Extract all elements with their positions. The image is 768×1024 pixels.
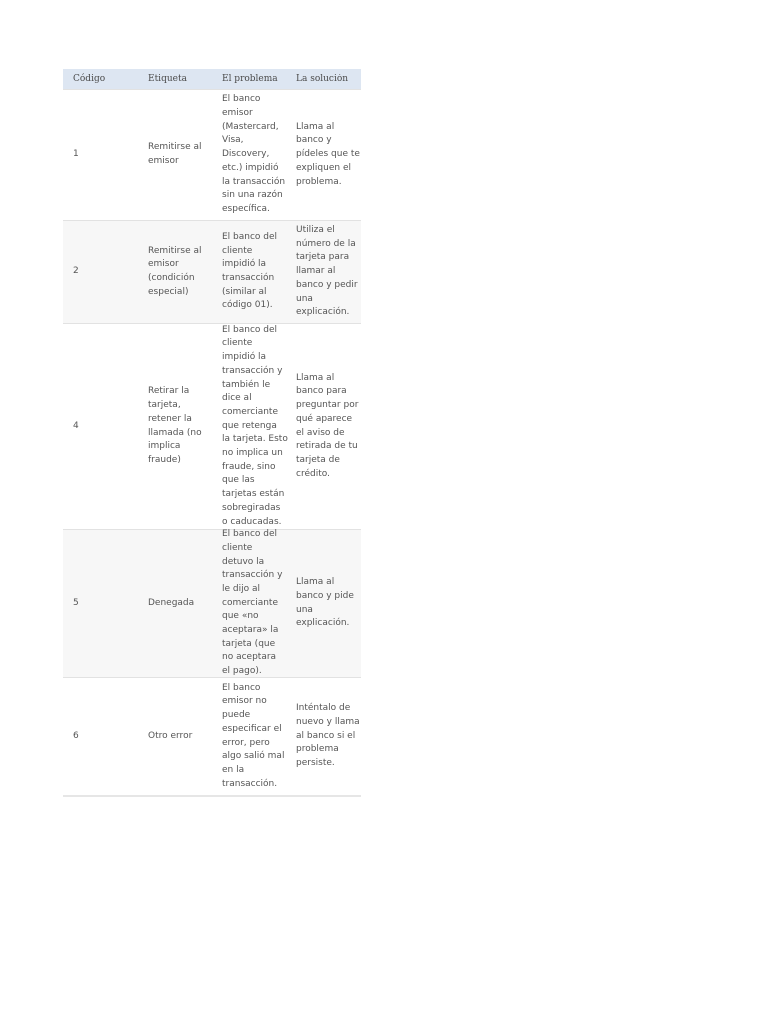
cell-problema-line: algo salió mal (222, 751, 285, 762)
cell-problema-line: El banco del (222, 231, 278, 242)
cell-problema-line: tarjeta (que (222, 638, 276, 649)
cell-etiqueta-line: Otro error (148, 730, 193, 741)
cell-etiqueta (138, 597, 212, 611)
cell-problema-line: emisor no (222, 696, 267, 707)
cell-problema-line: fraude, sino (222, 461, 276, 472)
cell-solucion (286, 702, 361, 771)
cell-problema-line: transacción y (222, 570, 283, 581)
header-etiqueta: Etiqueta (148, 74, 187, 84)
table-row (63, 220, 361, 323)
cell-etiqueta (138, 730, 212, 744)
cell-problema-line: (Mastercard, (222, 121, 279, 132)
cell-problema-line: El banco del (222, 324, 278, 335)
cell-solucion-line: Llama al (296, 577, 335, 588)
cell-problema-line: no aceptara (222, 652, 277, 663)
cell-problema-line: cliente (222, 245, 253, 256)
cell-problema (212, 231, 286, 313)
cell-codigo: 4 (73, 420, 79, 431)
header-codigo: Código (73, 74, 106, 84)
cell-solucion-line: banco y pide (296, 590, 354, 601)
cell-solucion (286, 121, 361, 190)
cell-problema-line: que «no (222, 611, 259, 622)
cell-solucion-line: Llama al (296, 121, 335, 132)
cell-etiqueta-line: retener la (148, 413, 192, 424)
table-body (63, 89, 361, 795)
cell-problema-line: código 01). (222, 300, 273, 311)
cell-etiqueta-line: llamada (no (148, 427, 202, 438)
table-header (63, 69, 361, 89)
cell-problema-line: comerciante (222, 597, 278, 608)
cell-problema-line: El banco (222, 682, 261, 693)
cell-problema-line: o caducadas. (222, 516, 282, 527)
cell-problema-line: emisor (222, 108, 253, 119)
cell-problema-line: Discovery, (222, 149, 270, 160)
cell-codigo: 6 (73, 730, 79, 741)
table-row (63, 677, 361, 795)
cell-problema-line: etc.) impidió (222, 162, 279, 173)
cell-problema-line: sin una razón (222, 190, 283, 201)
cell-problema (212, 324, 286, 530)
cell-problema-line: cliente (222, 542, 253, 553)
cell-problema (212, 93, 286, 216)
cell-problema-line: El banco del (222, 529, 278, 540)
cell-etiqueta-line: Retirar la (148, 386, 190, 397)
cell-solucion (286, 224, 361, 320)
table-row (63, 89, 361, 220)
cell-solucion-line: banco para (296, 386, 347, 397)
cell-etiqueta-line: tarjeta, (148, 400, 181, 411)
cell-problema-line: específica. (222, 203, 270, 214)
cell-problema-line: puede (222, 710, 251, 721)
cell-solucion-line: número de la (296, 238, 356, 249)
cell-problema-line: dice al (222, 393, 252, 404)
cell-solucion-line: banco y (296, 135, 332, 146)
cell-problema (212, 528, 286, 679)
cell-solucion-line: al banco si el (296, 730, 356, 741)
cell-problema-line: comerciante (222, 406, 278, 417)
cell-etiqueta-line: fraude) (148, 454, 181, 465)
table-row (63, 323, 361, 529)
cell-solucion (286, 576, 361, 631)
cell-solucion-line: preguntar por (296, 400, 359, 411)
cell-problema-line: la transacción (222, 176, 286, 187)
cell-etiqueta-line: (condición (148, 273, 195, 283)
cell-problema-line: transacción y (222, 365, 283, 376)
cell-problema-line: no implica un (222, 448, 283, 459)
cell-solucion-line: tarjeta para (296, 252, 350, 263)
cell-solucion-line: nuevo y llama (296, 716, 360, 727)
cell-solucion-line: problema. (296, 176, 342, 187)
cell-solucion-line: expliquen el (296, 162, 351, 173)
cell-solucion-line: problema (296, 744, 339, 755)
cell-problema-line: El banco (222, 94, 261, 105)
cell-etiqueta (138, 245, 212, 300)
cell-etiqueta (138, 385, 212, 467)
cell-etiqueta-line: Remitirse al (148, 142, 202, 153)
error-codes-table (63, 69, 361, 797)
cell-problema-line: tarjetas están (222, 489, 285, 500)
cell-solucion-line: tarjeta de (296, 454, 340, 465)
cell-solucion (286, 372, 361, 482)
cell-problema-line: especificar el (222, 723, 282, 734)
cell-solucion-line: pídeles que te (296, 149, 360, 160)
cell-etiqueta-line: implica (148, 441, 181, 452)
cell-solucion-line: Utiliza el (296, 225, 335, 236)
header-solucion: La solución (296, 74, 349, 84)
cell-problema-line: en la (222, 764, 245, 775)
cell-etiqueta (138, 141, 212, 168)
cell-problema-line: impidió la (222, 352, 267, 363)
cell-problema-line: que retenga (222, 420, 277, 431)
cell-etiqueta-line: Remitirse al (148, 245, 202, 256)
cell-codigo: 2 (73, 266, 79, 277)
cell-problema-line: (similar al (222, 286, 267, 297)
cell-problema-line: transacción (222, 273, 275, 283)
cell-solucion-line: explicación. (296, 307, 350, 318)
header-problema: El problema (222, 74, 278, 84)
cell-etiqueta-line: especial) (148, 286, 189, 297)
cell-problema-line: el pago). (222, 666, 262, 677)
cell-solucion-line: crédito. (296, 468, 330, 479)
cell-problema-line: transacción. (222, 778, 278, 789)
cell-solucion-line: Inténtalo de (296, 703, 351, 714)
cell-solucion-line: una (296, 293, 313, 304)
cell-problema-line: aceptara» la (222, 625, 279, 636)
cell-etiqueta-line: Denegada (148, 597, 195, 608)
cell-problema-line: le dijo al (222, 583, 260, 594)
cell-etiqueta-line: emisor (148, 259, 179, 270)
cell-solucion-line: Llama al (296, 372, 335, 383)
cell-problema-line: sobregiradas (222, 502, 281, 513)
cell-problema-line: impidió la (222, 259, 267, 270)
cell-problema (212, 682, 286, 792)
cell-solucion-line: persiste. (296, 758, 335, 769)
cell-problema-line: cliente (222, 338, 253, 349)
cell-solucion-line: explicación. (296, 618, 350, 629)
cell-solucion-line: retirada de tu (296, 441, 358, 452)
cell-solucion-line: llamar al (296, 266, 336, 277)
cell-problema-line: que las (222, 475, 255, 486)
cell-problema-line: detuvo la (222, 556, 265, 567)
table-row (63, 529, 361, 677)
cell-solucion-line: qué aparece (296, 413, 353, 424)
cell-problema-line: error, pero (222, 737, 270, 748)
cell-codigo: 5 (73, 597, 79, 608)
cell-problema-line: Visa, (222, 135, 244, 146)
cell-etiqueta-line: emisor (148, 156, 179, 166)
cell-solucion-line: banco y pedir (296, 279, 358, 290)
cell-solucion-line: una (296, 604, 313, 615)
cell-problema-line: también le (222, 379, 271, 390)
cell-problema-line: la tarjeta. Esto (222, 434, 288, 445)
cell-codigo: 1 (73, 149, 79, 160)
cell-solucion-line: el aviso de (296, 427, 345, 438)
